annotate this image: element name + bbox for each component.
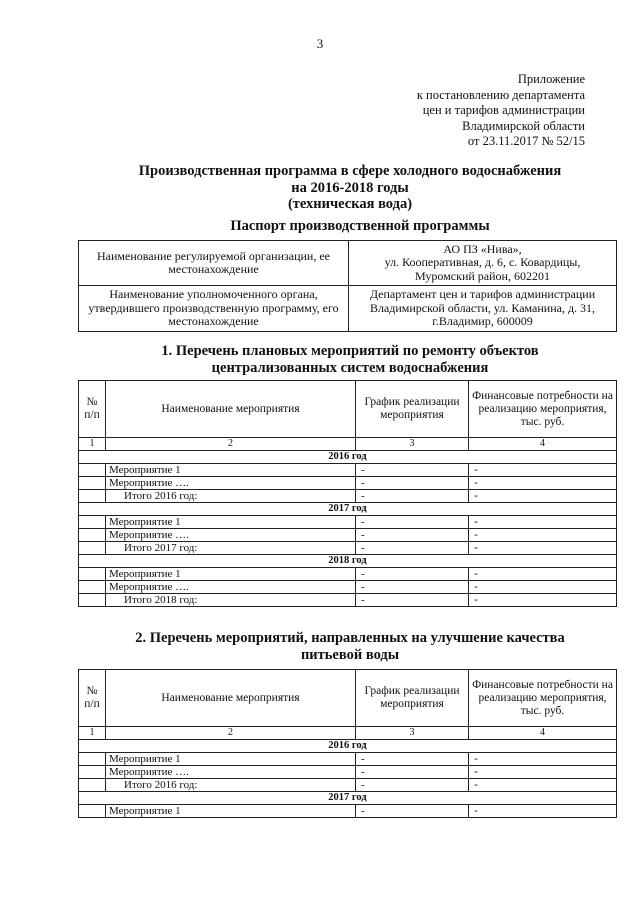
column-number: 3 <box>356 727 469 740</box>
appendix-line: цен и тарифов администрации <box>422 103 585 117</box>
section1-title <box>60 343 640 376</box>
row-num <box>79 594 106 607</box>
row-schedule: - <box>356 568 469 581</box>
row-name: Мероприятие 1 <box>106 753 356 766</box>
column-number: 1 <box>79 727 106 740</box>
header-name: Наименование мероприятия <box>106 670 356 727</box>
row-num <box>79 464 106 477</box>
row-name: Итого 2016 год: <box>106 490 356 503</box>
row-finance: - <box>469 805 617 818</box>
row-name: Мероприятие …. <box>106 581 356 594</box>
page-number: 3 <box>316 36 324 51</box>
header-name: Наименование мероприятия <box>106 381 356 438</box>
year-label: 2017 год <box>79 792 617 805</box>
passport-label: Наименование регулируемой организации, ее местонахождение <box>79 241 349 286</box>
row-schedule: - <box>356 594 469 607</box>
row-schedule: - <box>356 805 469 818</box>
column-number: 1 <box>79 438 106 451</box>
header-schedule: График реализации мероприятия <box>356 670 469 727</box>
header-num: № п/п <box>79 381 106 438</box>
row-schedule: - <box>356 542 469 555</box>
row-finance: - <box>469 568 617 581</box>
total-row <box>79 490 617 503</box>
appendix-line: от 23.11.2017 № 52/15 <box>467 134 585 148</box>
section-title-line: питьевой воды <box>300 646 400 663</box>
row-num <box>79 568 106 581</box>
appendix-line: Владимирской области <box>462 118 585 133</box>
row-schedule: - <box>356 490 469 503</box>
row-num <box>79 766 106 779</box>
section2-table <box>78 669 617 818</box>
passport-row <box>79 241 617 286</box>
column-number: 2 <box>106 438 356 451</box>
total-row <box>79 779 617 792</box>
table-header-row <box>79 670 617 727</box>
row-finance: - <box>469 542 617 555</box>
row-name: Мероприятие …. <box>106 766 356 779</box>
row-schedule: - <box>356 766 469 779</box>
year-row <box>79 740 617 753</box>
row-finance: - <box>469 581 617 594</box>
row-num <box>79 779 106 792</box>
row-num <box>79 516 106 529</box>
row-finance: - <box>469 490 617 503</box>
row-finance: - <box>469 477 617 490</box>
passport-label: Наименование уполномоченного органа, утвердившего производственную программу, его местонахождение <box>79 286 349 332</box>
table-row <box>79 568 617 581</box>
appendix-block <box>405 72 585 150</box>
table-header-row <box>79 381 617 438</box>
title-line: Производственная программа в сфере холодного водоснабжения <box>138 163 562 179</box>
appendix-line: Приложение <box>517 72 585 86</box>
row-num <box>79 581 106 594</box>
column-number: 4 <box>469 727 617 740</box>
row-name: Итого 2018 год: <box>106 594 356 607</box>
title-line: (техническая вода) <box>287 196 413 212</box>
header-schedule: График реализации мероприятия <box>356 381 469 438</box>
table-row <box>79 529 617 542</box>
row-finance: - <box>469 766 617 779</box>
row-num <box>79 805 106 818</box>
row-num <box>79 529 106 542</box>
row-finance: - <box>469 594 617 607</box>
row-schedule: - <box>356 464 469 477</box>
section2-title <box>60 630 640 663</box>
row-schedule: - <box>356 753 469 766</box>
table-row <box>79 753 617 766</box>
passport-table <box>78 240 617 332</box>
year-label: 2018 год <box>79 555 617 568</box>
passport-value-line: Владимирской области, ул. Каманина, д. 31, <box>369 300 596 315</box>
row-finance: - <box>469 779 617 792</box>
passport-row <box>79 286 617 332</box>
passport-value-line: Муромский район, 602201 <box>415 268 550 283</box>
total-row <box>79 594 617 607</box>
appendix-line: к постановлению департамента <box>416 87 585 102</box>
row-schedule: - <box>356 581 469 594</box>
year-row <box>79 503 617 516</box>
row-finance: - <box>469 464 617 477</box>
passport-value <box>349 286 617 332</box>
row-finance: - <box>469 516 617 529</box>
row-name: Итого 2016 год: <box>106 779 356 792</box>
header-num: № п/п <box>79 670 106 727</box>
passport-value-line: Департамент цен и тарифов администрации <box>369 287 596 302</box>
row-name: Итого 2017 год: <box>106 542 356 555</box>
passport-value-line: г.Владимир, 600009 <box>432 314 533 329</box>
row-schedule: - <box>356 516 469 529</box>
row-finance: - <box>469 753 617 766</box>
row-schedule: - <box>356 529 469 542</box>
row-name: Мероприятие …. <box>106 529 356 542</box>
section-title-line: 2. Перечень мероприятий, направленных на улучшение качества <box>135 630 565 646</box>
row-num <box>79 477 106 490</box>
total-row <box>79 542 617 555</box>
column-number: 3 <box>356 438 469 451</box>
table-row <box>79 766 617 779</box>
table-row <box>79 477 617 490</box>
passport-heading: Паспорт производственной программы <box>230 218 490 234</box>
row-num <box>79 753 106 766</box>
table-row <box>79 581 617 594</box>
year-row <box>79 555 617 568</box>
row-num <box>79 542 106 555</box>
year-label: 2016 год <box>79 451 617 464</box>
row-num <box>79 490 106 503</box>
year-label: 2016 год <box>79 740 617 753</box>
year-row <box>79 451 617 464</box>
column-number-row <box>79 438 617 451</box>
title-line: на 2016-2018 годы <box>291 179 409 196</box>
section-title-line: 1. Перечень плановых мероприятий по ремонту объектов <box>161 343 539 359</box>
document-title <box>60 163 640 213</box>
row-name: Мероприятие 1 <box>106 516 356 529</box>
passport-value <box>349 241 617 286</box>
row-name: Мероприятие 1 <box>106 805 356 818</box>
section1-table <box>78 380 617 607</box>
row-name: Мероприятие 1 <box>106 568 356 581</box>
column-number-row <box>79 727 617 740</box>
header-finance: Финансовые потребности на реализацию мероприятия, тыс. руб. <box>469 670 617 727</box>
row-name: Мероприятие …. <box>106 477 356 490</box>
year-label: 2017 год <box>79 503 617 516</box>
column-number: 2 <box>106 727 356 740</box>
column-number: 4 <box>469 438 617 451</box>
table-row <box>79 516 617 529</box>
passport-value-line: АО ПЗ «Нива», <box>443 241 522 256</box>
year-row <box>79 792 617 805</box>
row-finance: - <box>469 529 617 542</box>
row-name: Мероприятие 1 <box>106 464 356 477</box>
row-schedule: - <box>356 477 469 490</box>
passport-value-line: ул. Кооперативная, д. 6, с. Ковардицы, <box>384 255 581 270</box>
section-title-line: централизованных систем водоснабжения <box>211 359 489 376</box>
header-finance: Финансовые потребности на реализацию мероприятия, тыс. руб. <box>469 381 617 438</box>
row-schedule: - <box>356 779 469 792</box>
table-row <box>79 464 617 477</box>
table-row <box>79 805 617 818</box>
